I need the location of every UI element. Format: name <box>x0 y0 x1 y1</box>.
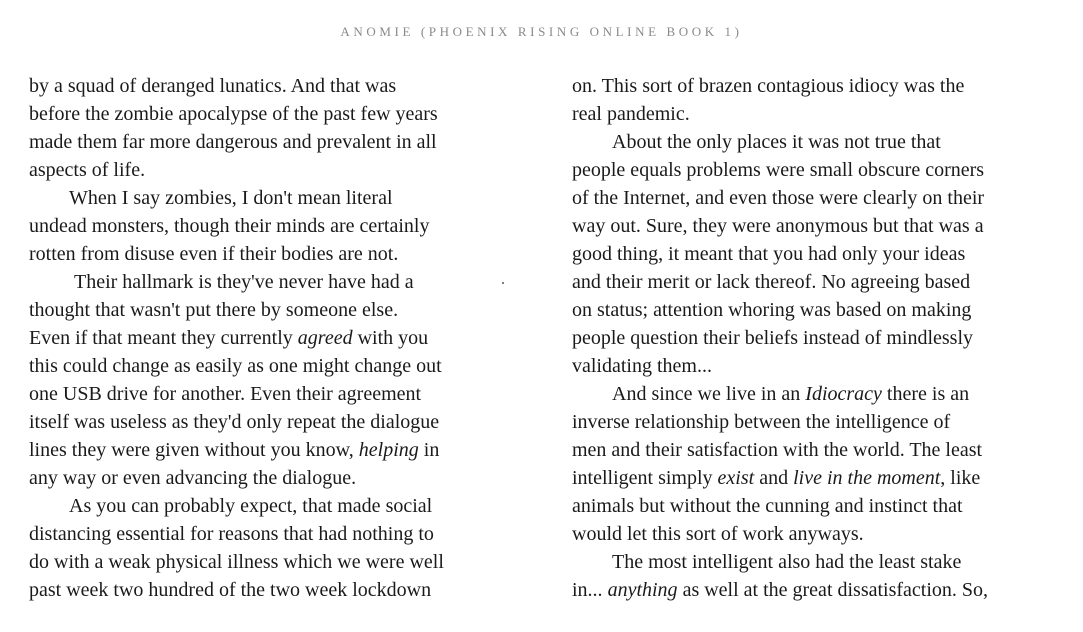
text-line <box>572 380 1042 408</box>
text-line <box>572 240 1042 268</box>
text-segment: by a squad of deranged lunatics. And that was <box>29 75 397 97</box>
text-segment: with you <box>352 327 429 349</box>
text-line <box>29 128 499 156</box>
text-segment: one USB drive for another. Even their agreement <box>29 383 422 405</box>
text-segment: intelligent simply <box>572 467 718 489</box>
right-text-column <box>572 72 1042 604</box>
text-line <box>572 156 1042 184</box>
text-segment: past week two hundred of the two week lockdown <box>29 579 432 601</box>
italic-text: exist <box>717 467 755 489</box>
text-line <box>29 156 499 184</box>
text-line <box>572 72 1042 100</box>
text-segment: in <box>418 439 440 461</box>
text-line <box>572 352 1042 380</box>
text-line <box>29 408 499 436</box>
text-segment: distancing essential for reasons that had nothing to <box>29 523 434 545</box>
text-line <box>29 380 499 408</box>
text-line <box>29 212 499 240</box>
text-line <box>29 100 499 128</box>
text-segment: And since we live in an <box>612 383 806 405</box>
text-line <box>29 296 499 324</box>
text-line <box>572 212 1042 240</box>
italic-text: Idiocracy <box>805 383 882 405</box>
text-line <box>29 268 499 296</box>
text-line <box>29 184 499 212</box>
text-segment: as well at the great dissatisfaction. So, <box>677 579 989 601</box>
text-line <box>572 324 1042 352</box>
text-segment: validating them... <box>572 355 712 377</box>
stray-dot-mark <box>502 282 504 284</box>
text-segment: on status; attention whoring was based on making <box>572 299 972 321</box>
text-line <box>572 296 1042 324</box>
text-segment: animals but without the cunning and instinct that <box>572 495 963 517</box>
text-line <box>572 520 1042 548</box>
text-segment: When I say zombies, I don't mean literal <box>69 187 393 209</box>
text-segment: any way or even advancing the dialogue. <box>29 467 357 489</box>
text-line <box>29 240 499 268</box>
italic-text: helping <box>358 439 419 461</box>
text-segment: and their merit or lack thereof. No agreeing based <box>572 271 971 293</box>
text-line <box>572 268 1042 296</box>
text-segment: lines they were given without you know, <box>29 439 359 461</box>
text-segment: real pandemic. <box>572 103 690 125</box>
text-line <box>572 576 1042 604</box>
text-segment: aspects of life. <box>29 159 146 181</box>
text-segment: The most intelligent also had the least stake <box>612 551 962 573</box>
text-segment: About the only places it was not true that <box>612 131 941 153</box>
text-segment: good thing, it meant that you had only your ideas <box>572 243 966 265</box>
text-segment: As you can probably expect, that made social <box>69 495 433 517</box>
text-line <box>572 464 1042 492</box>
text-segment: do with a weak physical illness which we were well <box>29 551 444 573</box>
italic-text: live in the moment <box>793 467 941 489</box>
text-line <box>572 184 1042 212</box>
text-line <box>29 520 499 548</box>
text-segment: inverse relationship between the intelligence of <box>572 411 951 433</box>
italic-text: agreed <box>297 327 353 349</box>
text-segment: itself was useless as they'd only repeat the dialogue <box>29 411 440 433</box>
text-segment: people equals problems were small obscure corners <box>572 159 985 181</box>
text-segment: Even if that meant they currently <box>29 327 298 349</box>
text-segment: , like <box>940 467 981 489</box>
text-segment: this could change as easily as one might change out <box>29 355 442 377</box>
text-segment: undead monsters, though their minds are certainly <box>29 215 430 237</box>
text-segment: before the zombie apocalypse of the past few years <box>29 103 438 125</box>
text-line <box>29 436 499 464</box>
text-line <box>572 492 1042 520</box>
text-line <box>572 100 1042 128</box>
text-line <box>572 436 1042 464</box>
text-segment: in... <box>572 579 608 601</box>
text-line <box>29 464 499 492</box>
text-line <box>29 324 499 352</box>
text-line <box>29 492 499 520</box>
text-line <box>572 548 1042 576</box>
left-text-column <box>29 72 499 604</box>
text-line <box>29 72 499 100</box>
text-segment: of the Internet, and even those were clearly on their <box>572 187 985 209</box>
italic-text: anything <box>607 579 678 601</box>
text-segment: there is an <box>881 383 970 405</box>
text-segment: thought that wasn't put there by someone else. <box>29 299 399 321</box>
text-segment: way out. Sure, they were anonymous but that was a <box>572 215 984 237</box>
running-header: ANOMIE (PHOENIX RISING ONLINE BOOK 1) <box>340 24 743 39</box>
text-line <box>29 352 499 380</box>
text-segment: would let this sort of work anyways. <box>572 523 864 545</box>
text-line <box>29 548 499 576</box>
text-segment: men and their satisfaction with the world. The least <box>572 439 983 461</box>
text-segment: people question their beliefs instead of mindlessly <box>572 327 974 349</box>
text-line <box>572 128 1042 156</box>
text-line <box>29 576 499 604</box>
text-segment: Their hallmark is they've never have had a <box>74 271 414 293</box>
text-segment: made them far more dangerous and prevalent in all <box>29 131 437 153</box>
text-segment: and <box>754 467 794 489</box>
text-line <box>572 408 1042 436</box>
text-segment: on. This sort of brazen contagious idiocy was the <box>572 75 965 97</box>
text-segment: rotten from disuse even if their bodies are not. <box>29 243 399 265</box>
